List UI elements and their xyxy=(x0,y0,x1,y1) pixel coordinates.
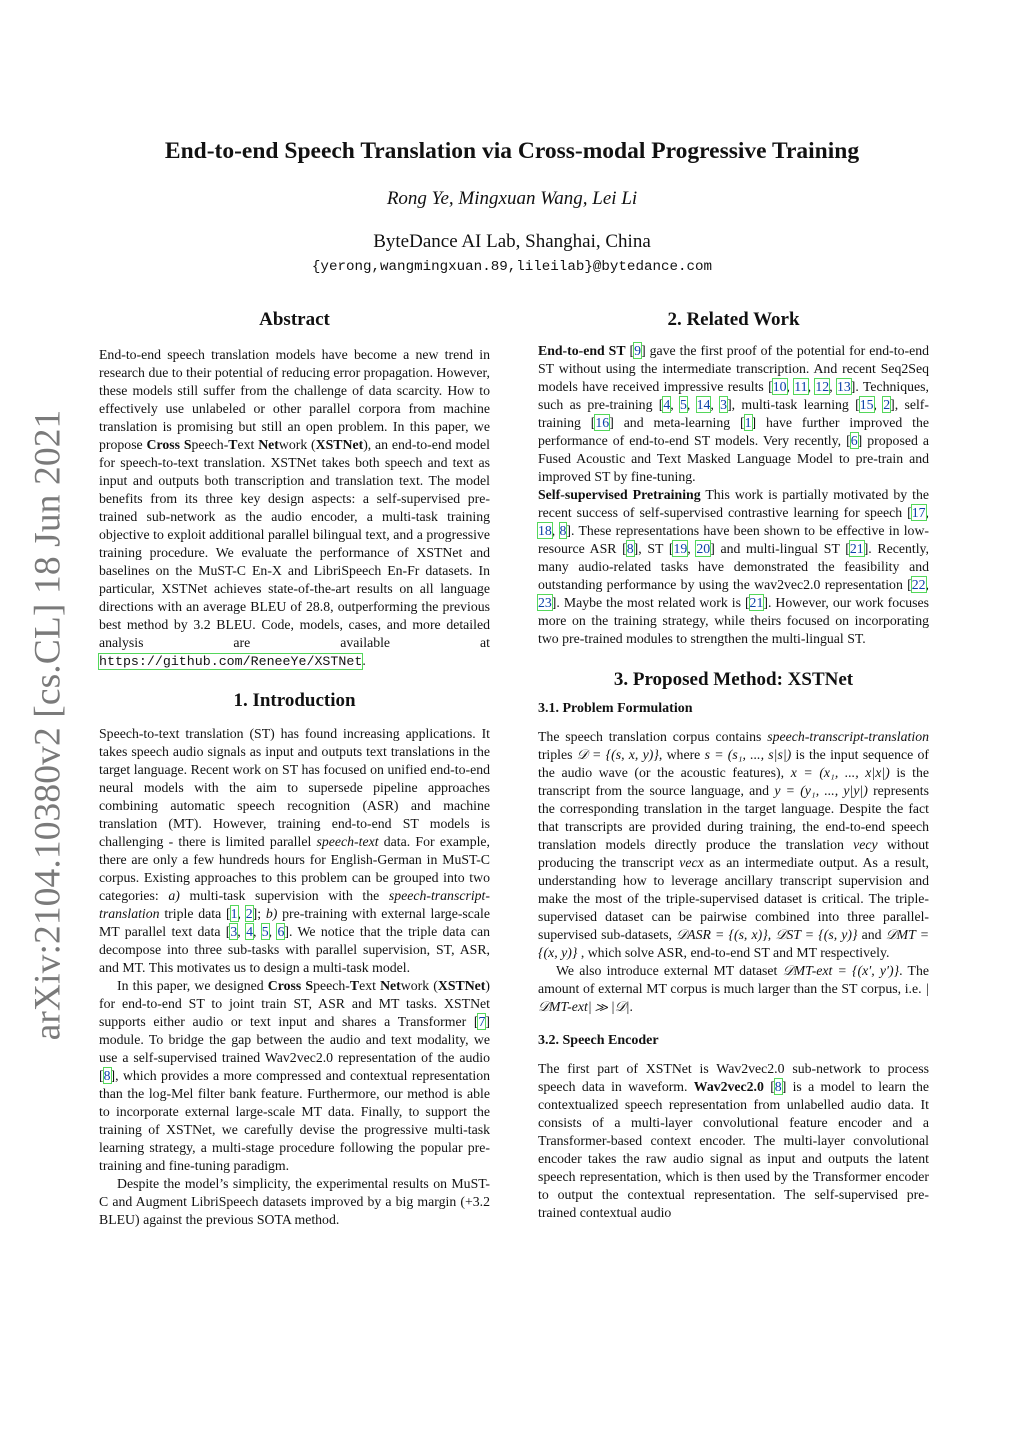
citation-link[interactable]: 6 xyxy=(850,433,858,448)
right-column xyxy=(538,308,929,1222)
paper-affiliation: ByteDance AI Lab, Shanghai, China xyxy=(373,231,651,252)
citation-link[interactable]: 22 xyxy=(911,577,926,592)
citation-link[interactable]: 6 xyxy=(277,924,285,939)
related-paragraph-1: End-to-end ST [9] gave the first proof of the potential for end-to-end ST without using the intermediate transcription. And recent Seq2Seq models have received impressive results [10, 11, 12, 13]. Techniques, such as pre-training [4, 5, 14, 3], multi-task learning [15, 2], self-training [16] and meta-learning [1] have further improved the performance of end-to-end ST models. Very recently, [6] proposed a Fused Acoustic and Text Masked Language Model to pre-train and improved ST by fine-tuning. xyxy=(538,343,930,484)
method-paragraph-2: We also introduce external MT dataset 𝒟MT-ext = {(x′, y′)}. The amount of external MT corpus is much larger than the ST corpus, i.e. |𝒟MT-ext| ≫ |𝒟|. xyxy=(538,963,929,1014)
math-formula: x = (x₁, ..., x|x|) xyxy=(790,765,890,780)
citation-link[interactable]: 21 xyxy=(749,595,764,610)
math-formula: 𝒟MT-ext = {(x′, y′)} xyxy=(782,963,900,978)
math-formula: 𝒟 = {(s, x, y)} xyxy=(576,747,659,762)
citation-link[interactable]: 2 xyxy=(883,397,891,412)
citation-link[interactable]: 17 xyxy=(911,505,926,520)
citation-link[interactable]: 3 xyxy=(230,924,238,939)
math-formula: vecx xyxy=(679,855,704,870)
intro-paragraph-3: Despite the model’s simplicity, the experimental results on MuST-C and Augment LibriSpeech datasets improved by a big margin (+3.2 BLEU) against the previous SOTA method. xyxy=(99,1176,490,1227)
citation-link[interactable]: 14 xyxy=(696,397,711,412)
citation-link[interactable]: 21 xyxy=(849,541,864,556)
paper-email: {yerong,wangmingxuan.89,lileilab}@bytedance.com xyxy=(311,259,713,275)
citation-link[interactable]: 8 xyxy=(103,1068,111,1083)
arxiv-identifier: arXiv:2104.10380v2 [cs.CL] 18 Jun 2021 xyxy=(27,409,69,1041)
citation-link[interactable]: 20 xyxy=(696,541,711,556)
paper-title: End-to-end Speech Translation via Cross-modal Progressive Training xyxy=(164,138,860,164)
citation-link[interactable]: 5 xyxy=(679,397,687,412)
citation-link[interactable]: 4 xyxy=(246,924,253,939)
math-formula: |𝒟MT-ext| ≫ |𝒟| xyxy=(538,981,929,1014)
citation-link[interactable]: 13 xyxy=(836,379,851,394)
citation-link[interactable]: 3 xyxy=(720,397,728,412)
citation-link[interactable]: 4 xyxy=(663,397,671,412)
abstract-heading: Abstract xyxy=(259,309,330,330)
citation-link[interactable]: 10 xyxy=(772,379,787,394)
citation-link[interactable]: 5 xyxy=(261,924,269,939)
citation-link[interactable]: 23 xyxy=(538,595,552,610)
citation-link[interactable]: 19 xyxy=(673,541,688,556)
proposed-method-heading: 3. Proposed Method: XSTNet xyxy=(613,669,854,690)
intro-paragraph-2: In this paper, we designed Cross Speech-Text Network (XSTNet) for end-to-end ST to joint train ST, ASR and MT tasks. XSTNet supports either audio or text input and shares a Transformer [7] module. To bridge the gap between the audio and text modality, we use a self-supervised trained Wav2vec2.0 representation of the audio [8], which provides a more compressed and contextual representation than the log-Mel filter bank feature. Furthermore, our method is able to incorporate external large-scale MT data. Finally, to support the training of XSTNet, we carefully devise the progressive multi-task learning strategy, a multi-stage procedure following the popular pre-training and fine-tuning paradigm. xyxy=(99,978,490,1173)
math-formula: vecy xyxy=(853,837,878,852)
paper-authors: Rong Ye, Mingxuan Wang, Lei Li xyxy=(386,188,638,209)
math-formula: 𝒟MT = {(x, y)} xyxy=(538,927,930,960)
subsection-speech-encoder: 3.2. Speech Encoder xyxy=(538,1033,659,1048)
citation-link[interactable]: 8 xyxy=(774,1079,782,1094)
related-paragraph-2: Self-supervised Pretraining This work is partially motivated by the recent success of self-supervised contrastive learning for speech [17, 18, 8]. These representations have been shown to be effective in low-resource ASR [8], ST [19, 20] and multi-lingual ST [21]. Recently, many audio-related tasks have demonstrated the feasibility and outstanding performance by using the wav2vec2.0 representation [22, 23]. Maybe the most related work is [21]. However, our work focuses more on the training strategy, while theirs focused on incorporating two pre-trained modules to strengthen the multi-lingual ST. xyxy=(538,487,929,646)
citation-link[interactable]: 1 xyxy=(230,906,238,921)
citation-link[interactable]: 16 xyxy=(595,415,610,430)
citation-link[interactable]: 9 xyxy=(634,343,642,358)
math-formula: 𝒟ST = {(s, y)} xyxy=(775,927,858,942)
citation-link[interactable]: 11 xyxy=(794,379,808,394)
citation-link[interactable]: 2 xyxy=(245,906,253,921)
citation-link[interactable]: 7 xyxy=(478,1014,486,1029)
left-column xyxy=(99,308,490,1229)
intro-paragraph-1: Speech-to-text translation (ST) has found increasing applications. It takes speech audio signals as input and outputs text translations in the target language. Recent work on ST has focused on unified end-to-end neural models with the aim to supersede pipeline approaches combining automatic speech recognition (ASR) and machine translation (MT). However, training end-to-end ST models is challenging - there is limited parallel speech-text data. For example, there are only a few hundreds hours for English-German in MuST-C corpus. Existing approaches to this problem can be grouped into two categories: a) multi-task supervision with the speech-transcript-translation triple data [1, 2]; b) pre-training with external large-scale MT parallel text data [3, 4, 5, 6]. We notice that the triple data can decompose into three sub-tasks with parallel supervision, ST, ASR, and MT. This motivates us to design a multi-task model. xyxy=(99,726,490,975)
citation-link[interactable]: 18 xyxy=(538,523,552,538)
related-work-heading: 2. Related Work xyxy=(667,309,800,330)
citation-link[interactable]: 12 xyxy=(815,379,830,394)
abstract-text: End-to-end speech translation models have become a new trend in research due to their potential of reducing error propagation. However, these models still suffer from the challenge of data scarcity. How to effectively use unlabeled or other parallel corpora from machine translation is promising but still an open problem. In this paper, we propose Cross Speech-Text Network (XSTNet), an end-to-end model for speech-to-text translation. XSTNet takes both speech and text as input and outputs both transcription and translation text. The model benefits from its three key design aspects: a self-supervised pre-trained sub-network as the audio encoder, a multi-task training objective to exploit additional parallel bilingual text, and a progressive training procedure. We evaluate the performance of XSTNet and baselines on the MuST-C En-X and LibriSpeech En-Fr datasets. In particular, XSTNet achieves state-of-the-art results on all language directions with an average BLEU of 28.8, outperforming the previous best method by 3.2 BLEU. Code, models, cases, and more detailed analysis are available at https://github.com/ReneeYe/XSTNet. xyxy=(99,347,490,669)
introduction-heading: 1. Introduction xyxy=(233,690,356,711)
method-paragraph-3: The first part of XSTNet is Wav2vec2.0 sub-network to process speech data in waveform. Wav2vec2.0 [8] is a model to learn the contextualized speech representation from unlabelled audio data. It consists of a multi-layer convolutional feature encoder and a Transformer-based context encoder. The multi-layer convolutional encoder takes the raw audio signal as input and outputs the latent speech representation, which is then used by the Transformer encoder to output the contextual representation. The self-supervised pre-trained contextual audio xyxy=(538,1061,929,1220)
math-formula: s = (s₁, ..., s|s|) xyxy=(704,747,792,762)
citation-link[interactable]: 1 xyxy=(744,415,752,430)
subsection-problem-formulation: 3.1. Problem Formulation xyxy=(538,701,693,716)
citation-link[interactable]: 8 xyxy=(559,523,567,538)
citation-link[interactable]: 15 xyxy=(859,397,874,412)
citation-link[interactable]: 8 xyxy=(626,541,634,556)
math-formula: 𝒟ASR = {(s, x)} xyxy=(676,927,768,942)
github-link[interactable]: https://github.com/ReneeYe/XSTNet xyxy=(99,654,363,669)
math-formula: y = (y₁, ..., y|y|) xyxy=(774,783,868,798)
method-paragraph-1: The speech translation corpus contains speech-transcript-translation triples 𝒟 = {(s, x, y)}, where s = (s₁, ..., s|s|) is the input sequence of the audio wave (or the acoustic features), x = (x₁, ..., x|x|) is the transcript from the source language, and y = (y₁, ..., y|y|) represents the corresponding translation in the target language. Despite the fact that transcripts are provided during training, the end-to-end speech translation models directly produce the translation vecy without producing the transcript vecx as an intermediate output. As a result, understanding how to leverage ancillary transcript supervision and make the most of the triple-supervised dataset is critical. The triple-supervised dataset can be pairwise combined into three parallel-supervised sub-datasets, 𝒟ASR = {(s, x)}, 𝒟ST = {(s, y)} and 𝒟MT = {(x, y)} , which solve ASR, end-to-end ST and MT respectively. xyxy=(538,729,930,960)
